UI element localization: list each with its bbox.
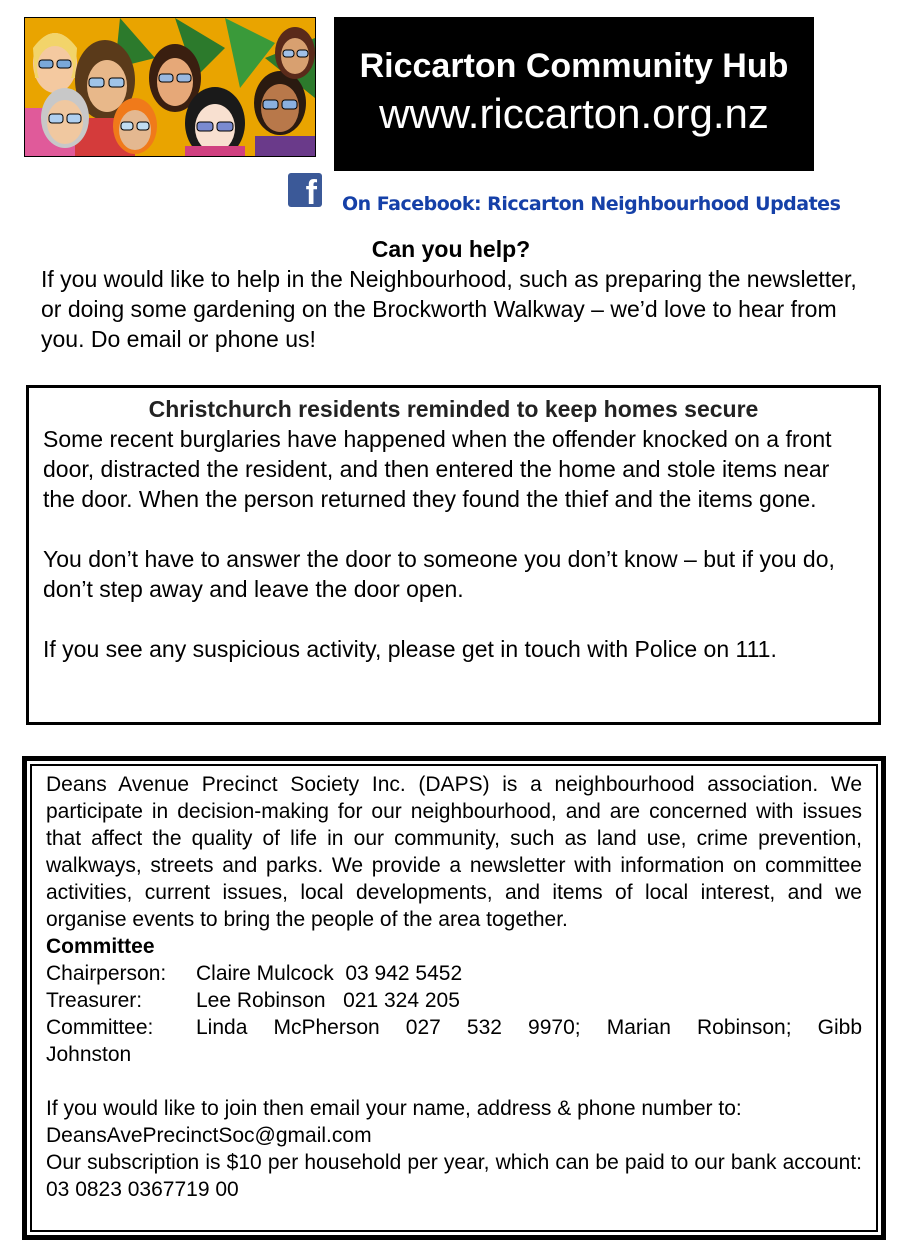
security-paragraph-3: If you see any suspicious activity, please get in touch with Police on 111. xyxy=(43,636,777,662)
committee-heading: Committee xyxy=(46,935,155,958)
spacer xyxy=(46,1068,862,1095)
hub-url[interactable]: www.riccarton.org.nz xyxy=(379,90,769,137)
treasurer-detail: Lee Robinson 021 324 205 xyxy=(196,989,460,1012)
committee-detail-continued: Johnston xyxy=(46,1043,132,1066)
facebook-label[interactable]: On Facebook: Riccarton Neighbourhood Updates xyxy=(342,193,841,215)
help-heading: Can you help? xyxy=(371,236,531,262)
join-text: If you would like to join then email your name, address & phone number to: xyxy=(46,1097,742,1120)
community-illustration xyxy=(24,17,316,157)
chair-row xyxy=(46,960,862,987)
committee-detail: Linda McPherson 027 532 9970; Marian Robinson; Gibb xyxy=(196,1016,862,1039)
security-paragraph-2: You don’t have to answer the door to someone you don’t know – but if you do, don’t step away and leave the door open. xyxy=(43,546,835,602)
daps-intro: Deans Avenue Precinct Society Inc. (DAPS) is a neighbourhood association. We participate in decision-making for our neighbourhood, and are concerned with issues that affect the quality of life in our community, such as land use, crime prevention, walkways, streets and parks. We provide a newsletter with information on committee activities, current issues, local developments, and items of local interest, and we organise events to bring the people of the area together. xyxy=(46,773,862,931)
contact-email[interactable]: DeansAvePrecinctSoc@gmail.com xyxy=(46,1124,372,1147)
treasurer-role: Treasurer: xyxy=(46,989,143,1012)
security-paragraph-1: Some recent burglaries have happened when the offender knocked on a front door, distracted the resident, and then entered the home and stole items near the door. When the person returned they found the thief and the items gone. xyxy=(43,426,832,512)
hub-title: Riccarton Community Hub xyxy=(359,47,789,85)
daps-box-inner xyxy=(30,764,878,1232)
help-body: If you would like to help in the Neighbourhood, such as preparing the newsletter, or doing some gardening on the Brockworth Walkway – we’d love to hear from you. Do email or phone us! xyxy=(41,266,857,352)
treasurer-row xyxy=(46,987,862,1014)
daps-box xyxy=(22,756,886,1240)
security-notice-box xyxy=(26,385,881,725)
crowd-illustration-graphic xyxy=(25,18,315,156)
committee-row xyxy=(46,1014,862,1041)
chair-detail: Claire Mulcock 03 942 5452 xyxy=(196,962,463,985)
facebook-icon[interactable]: f xyxy=(288,173,322,207)
security-heading: Christchurch residents reminded to keep homes secure xyxy=(148,396,759,422)
hub-banner xyxy=(334,17,814,171)
subscription-text: Our subscription is $10 per household per year, which can be paid to our bank account: 03 0823 0367719 00 xyxy=(46,1151,862,1201)
committee-role: Committee: xyxy=(46,1016,154,1039)
help-section xyxy=(41,234,861,354)
chair-role: Chairperson: xyxy=(46,962,167,985)
